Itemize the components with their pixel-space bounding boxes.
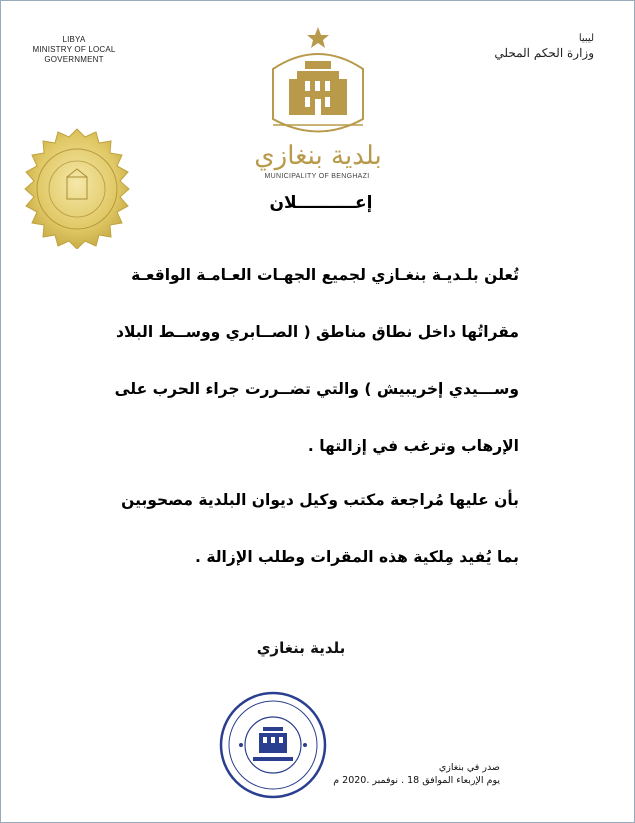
body-line: بما يُفيد مِلكية هذه المقرات وطلب الإزالة . (195, 548, 519, 566)
municipality-name-en: MUNICIPALITY OF BENGHAZI (264, 173, 370, 180)
header-en-line: MINISTRY OF LOCAL (32, 45, 116, 54)
announcement-title: إعــــــــــلان (269, 193, 373, 213)
header-ar-line: ليبيا (578, 33, 594, 44)
body-line: وســـيدي إخريبيش ) والتي تضــررت جراء الحرب على (114, 380, 519, 398)
header-ar-line: وزارة الحكم المحلي (494, 46, 594, 60)
announcement-instructions (31, 472, 519, 586)
gold-seal-icon (5, 127, 155, 249)
logo-arabic-lettering: بلدية بنغازي (254, 141, 382, 171)
signature-line: بلدية بنغازي (256, 639, 346, 657)
body-line: الإرهاب وترغب في إزالتها . (307, 437, 519, 455)
announcement-body (31, 247, 519, 475)
body-line: بأن عليها مُراجعة مكتب وكيل ديوان البلدية مصحوبين (121, 491, 519, 509)
issued-place: صدر في بنغازي (438, 762, 500, 773)
municipality-logo-icon (253, 19, 383, 189)
header-en-line: GOVERNMENT (44, 55, 104, 64)
ministry-header-en (19, 35, 129, 65)
ministry-header-ar (494, 31, 594, 61)
issued-date: يوم الإربعاء الموافق 18 . نوفمبر .2020 م (333, 775, 500, 786)
body-line: تُعلن بلـديـة بنغـازي لجميع الجهـات العـامـة الواقعـة (131, 266, 519, 284)
issued-info (333, 761, 500, 787)
body-line: مقراتُها داخل نطاق مناطق ( الصــابري ووســط البلاد (116, 323, 519, 341)
header-en-line: LIBYA (62, 35, 86, 44)
official-stamp-icon (213, 689, 333, 801)
